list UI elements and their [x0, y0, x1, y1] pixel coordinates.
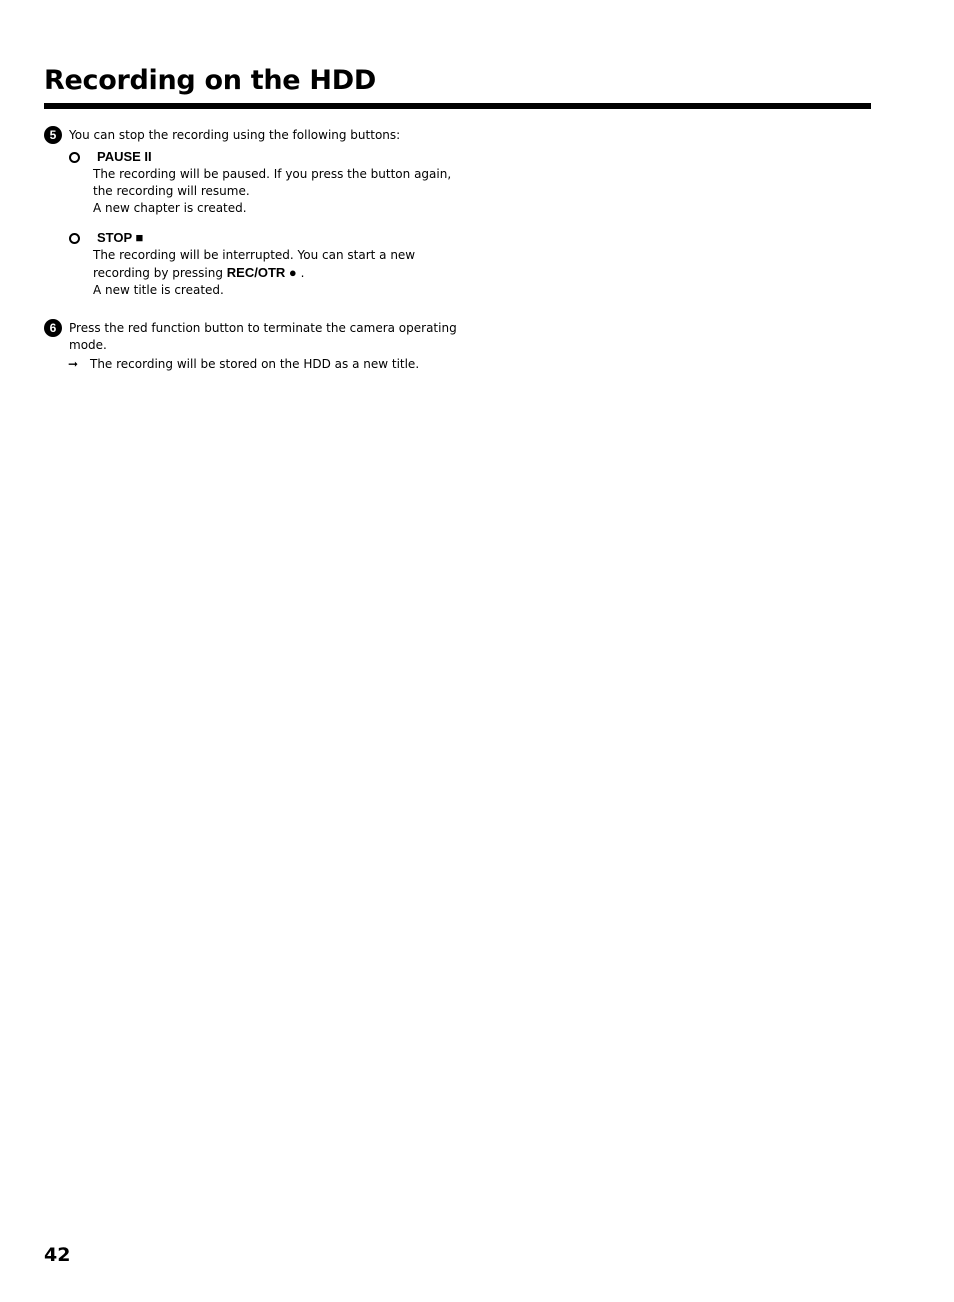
page-number: 42: [44, 1244, 71, 1266]
rec-otr-button-label: REC/OTR ●: [226, 265, 297, 280]
stop-desc-line: A new title is created.: [93, 283, 224, 297]
step-5-text: You can stop the recording using the following buttons:: [69, 128, 401, 142]
step-6-line: Press the red function button to terminate the camera operating: [69, 321, 457, 335]
stop-desc-line: [93, 264, 433, 282]
stop-desc-suffix: .: [296, 266, 305, 280]
step-6-result-text: The recording will be stored on the HDD as a new title.: [90, 357, 420, 371]
title-rule: [44, 103, 871, 109]
bullet-ring-icon: [69, 233, 80, 244]
bullet-ring-icon: [69, 152, 80, 163]
stop-desc-line: The recording will be interrupted. You can start a new: [93, 248, 416, 262]
pause-description: [93, 166, 452, 217]
step-6-text: [69, 320, 457, 354]
stop-button-label: STOP ■: [97, 230, 144, 245]
pause-button-label: PAUSE II: [97, 149, 152, 164]
step-6-line: mode.: [69, 338, 107, 352]
step-6-result: [68, 356, 448, 373]
pause-desc-line: The recording will be paused. If you press the button again,: [93, 167, 452, 181]
pause-desc-line: A new chapter is created.: [93, 201, 247, 215]
step-number-6: 6: [44, 319, 62, 337]
stop-description: [93, 247, 433, 299]
step-number-5: 5: [44, 126, 62, 144]
stop-desc-prefix: recording by pressing: [93, 266, 227, 280]
page-title: Recording on the HDD: [44, 65, 376, 96]
pause-desc-line: the recording will resume.: [93, 184, 250, 198]
arrow-right-icon: ➞: [68, 357, 79, 371]
